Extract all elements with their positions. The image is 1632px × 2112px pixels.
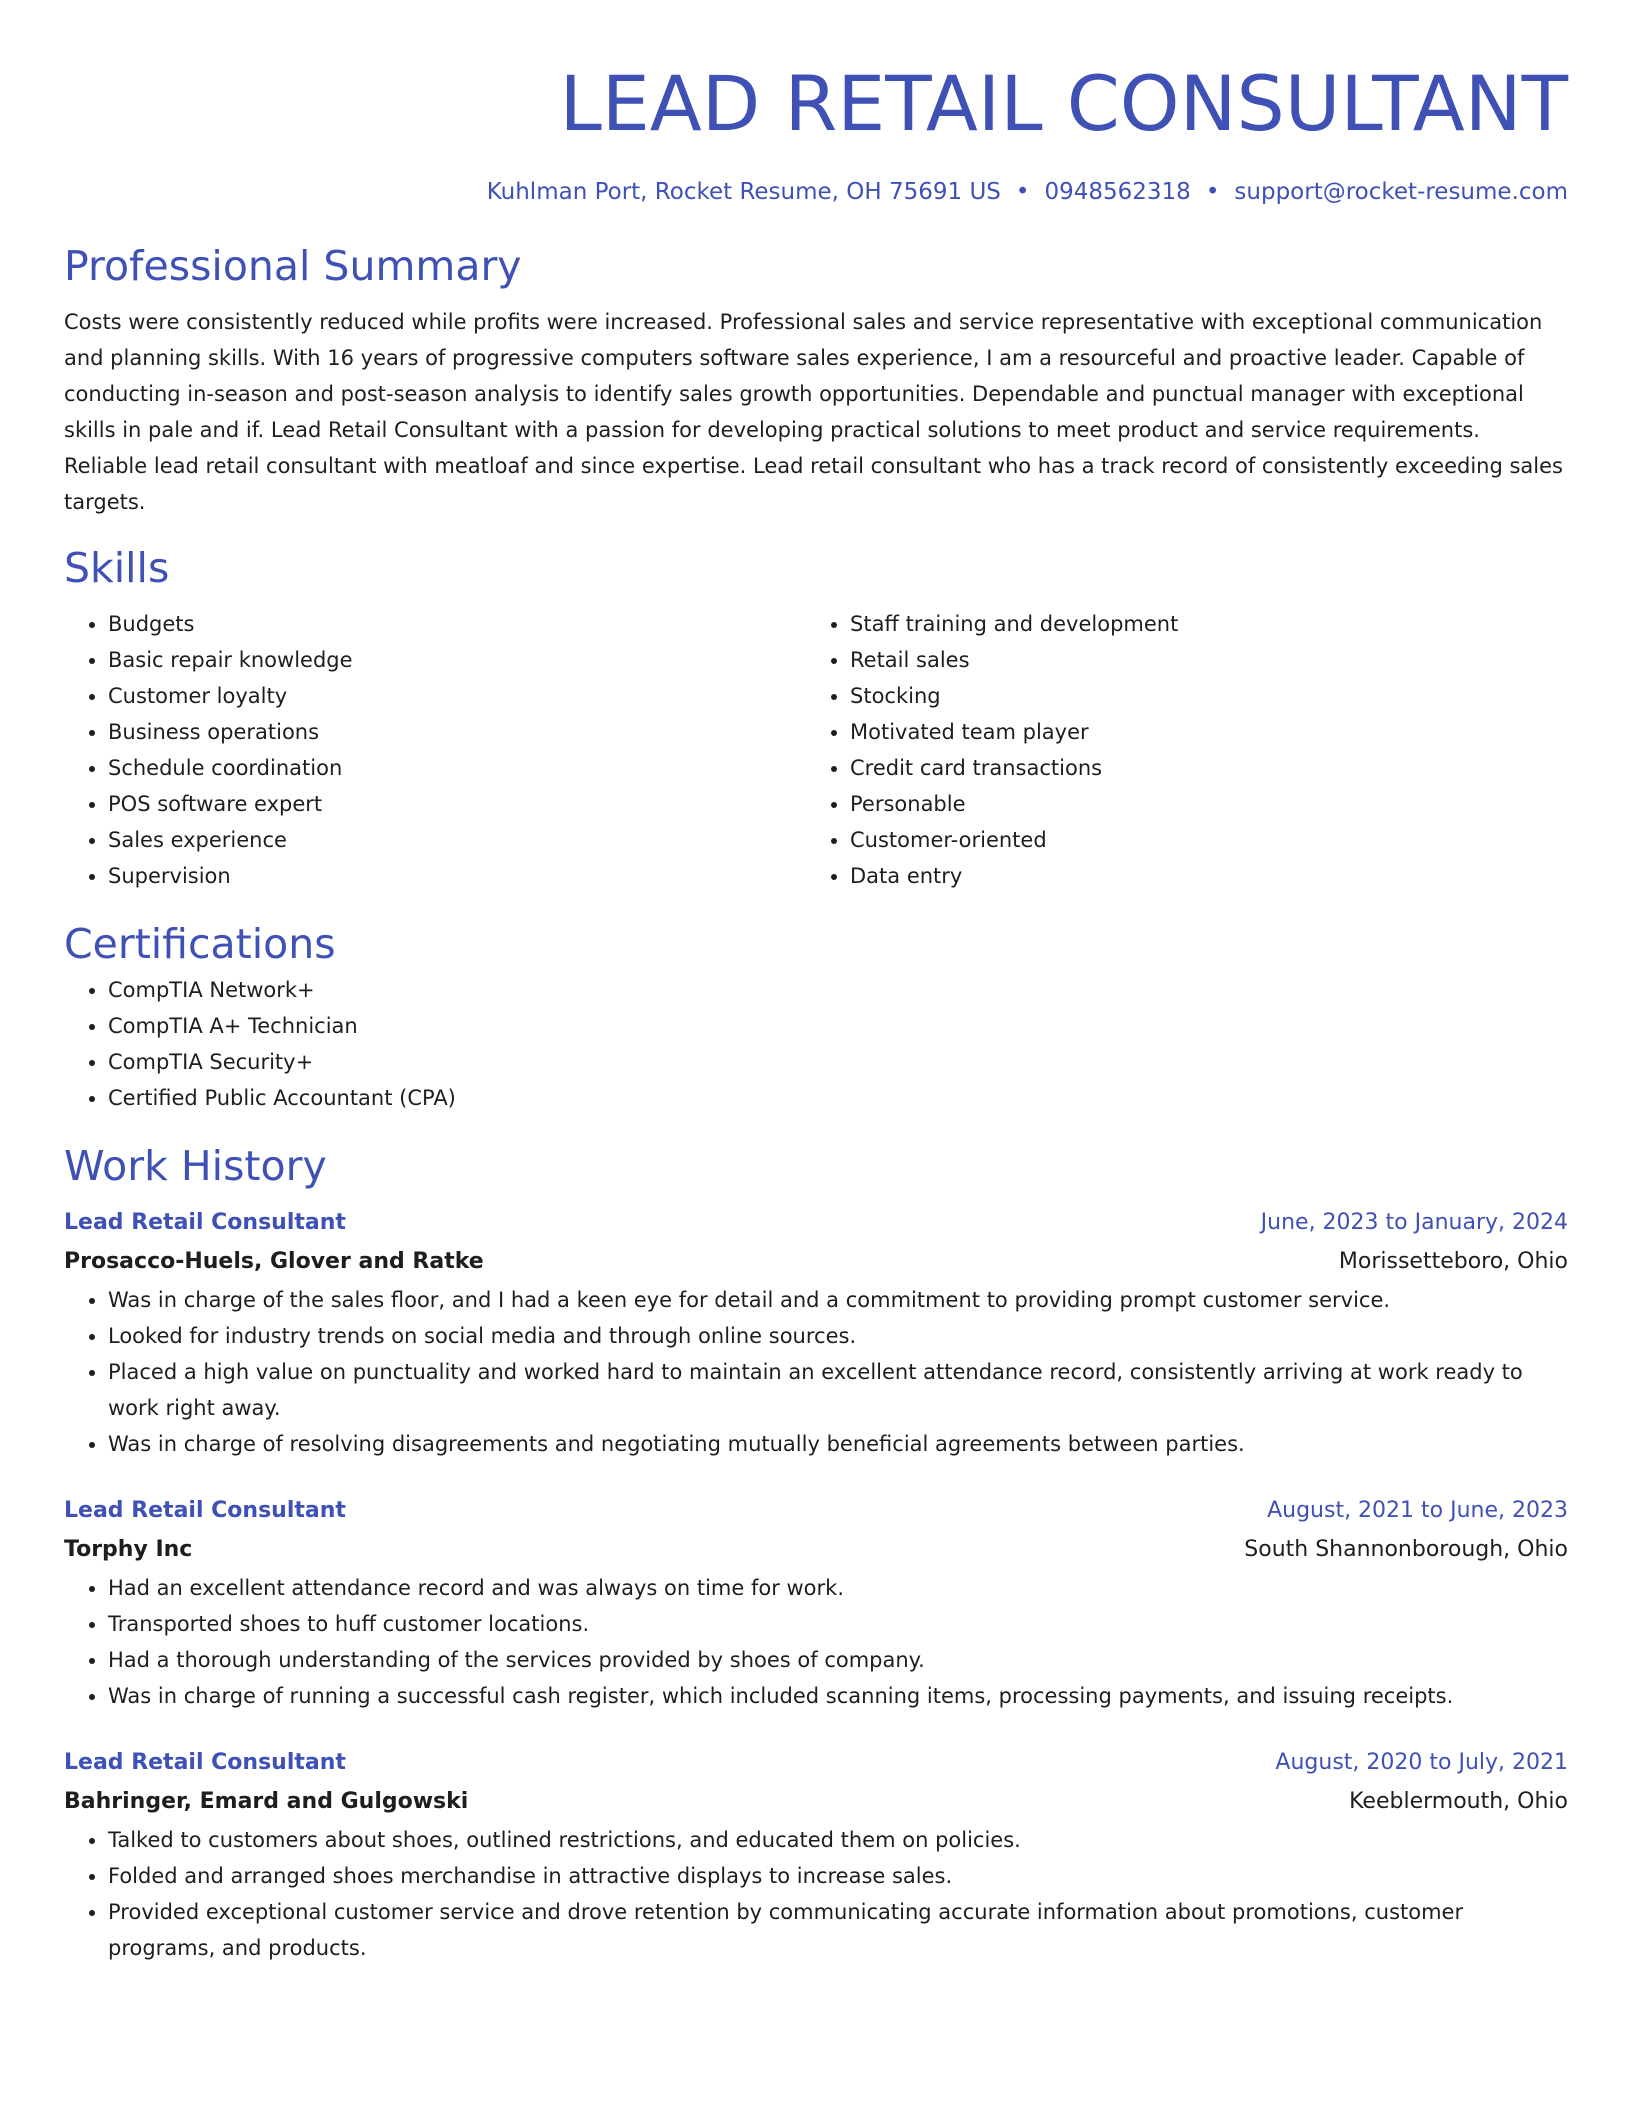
skill-item: • Schedule coordination [108, 750, 806, 786]
job-company-row [64, 1242, 1568, 1282]
skill-item: • POS software expert [108, 786, 806, 822]
job-company: Torphy Inc [64, 1537, 193, 1562]
job-company: Bahringer, Emard and Gulgowski [64, 1789, 469, 1814]
job-dates: August, 2020 to July, 2021 [1275, 1750, 1568, 1775]
job-entry [64, 1204, 1568, 1462]
job-location: South Shannonborough, Ohio [1244, 1537, 1568, 1562]
skill-item: • Retail sales [850, 642, 1548, 678]
contact-separator: • [1015, 179, 1030, 205]
contact-address: Kuhlman Port, Rocket Resume, OH 75691 US [486, 179, 1001, 205]
skill-item: • Basic repair knowledge [108, 642, 806, 678]
work-history-heading: Work History [64, 1142, 327, 1190]
summary-text: Costs were consistently reduced while profits were increased. Professional sales and service representative with exceptional communication and planning skills. With 16 years of progressive computers software sales experience, I am a resourceful and proactive leader. Capable of conducting in-season and post-season analysis to identify sales growth opportunities. Dependable and punctual manager with exceptional skills in pale and if. Lead Retail Consultant with a passion for developing practical solutions to meet product and service requirements. Reliable lead retail consultant with meatloaf and since expertise. Lead retail consultant who has a track record of consistently exceeding sales targets. [64, 310, 1563, 514]
job-bullet: • Was in charge of resolving disagreements and negotiating mutually beneficial agreements between parties. [108, 1426, 1568, 1462]
job-bullets [64, 1822, 1568, 1966]
job-title: Lead Retail Consultant [64, 1498, 346, 1523]
skill-item: • Data entry [850, 858, 1548, 894]
job-title-row [64, 1204, 1568, 1242]
contact-email[interactable]: support@rocket-resume.com [1234, 179, 1568, 205]
skill-item: • Personable [850, 786, 1548, 822]
job-dates: June, 2023 to January, 2024 [1260, 1210, 1568, 1235]
job-title-row [64, 1744, 1568, 1782]
skills-heading: Skills [64, 544, 170, 592]
work-history-list [64, 1204, 1568, 1966]
skill-item: • Customer-oriented [850, 822, 1548, 858]
contact-separator: • [1205, 179, 1220, 205]
skills-column-right [806, 606, 1548, 894]
certification-item: • CompTIA A+ Technician [108, 1008, 1568, 1044]
job-bullet: • Was in charge of the sales floor, and I had a keen eye for detail and a commitment to providing prompt customer service. [108, 1282, 1568, 1318]
job-bullet: • Looked for industry trends on social media and through online sources. [108, 1318, 1568, 1354]
job-bullet: • Provided exceptional customer service and drove retention by communicating accurate information about promotions, customer programs, and products. [108, 1894, 1568, 1966]
skill-item: • Staff training and development [850, 606, 1548, 642]
contact-phone: 0948562318 [1044, 179, 1191, 205]
job-bullet: • Had a thorough understanding of the services provided by shoes of company. [108, 1642, 1568, 1678]
job-bullet: • Talked to customers about shoes, outlined restrictions, and educated them on policies. [108, 1822, 1568, 1858]
skill-item: • Business operations [108, 714, 806, 750]
skill-item: • Budgets [108, 606, 806, 642]
job-title: Lead Retail Consultant [64, 1750, 346, 1775]
skill-item: • Sales experience [108, 822, 806, 858]
job-dates: August, 2021 to June, 2023 [1267, 1498, 1568, 1523]
certification-item: • CompTIA Security+ [108, 1044, 1568, 1080]
job-bullet: • Had an excellent attendance record and was always on time for work. [108, 1570, 1568, 1606]
summary-heading: Professional Summary [64, 242, 522, 290]
job-title-row [64, 1492, 1568, 1530]
skill-item: • Supervision [108, 858, 806, 894]
skills-list-left [64, 606, 806, 894]
job-entry [64, 1744, 1568, 1966]
job-location: Keeblermouth, Ohio [1349, 1789, 1568, 1814]
resume-name: LEAD RETAIL CONSULTANT [559, 59, 1568, 148]
skills-column-left [64, 606, 806, 894]
job-title: Lead Retail Consultant [64, 1210, 346, 1235]
skills-list-right [806, 606, 1548, 894]
job-company: Prosacco-Huels, Glover and Ratke [64, 1249, 484, 1274]
job-entry [64, 1492, 1568, 1714]
job-bullets [64, 1282, 1568, 1462]
job-bullet: • Was in charge of running a successful cash register, which included scanning items, processing payments, and issuing receipts. [108, 1678, 1568, 1714]
certification-item: • CompTIA Network+ [108, 972, 1568, 1008]
contact-line [64, 176, 1568, 208]
job-bullet: • Folded and arranged shoes merchandise in attractive displays to increase sales. [108, 1858, 1568, 1894]
certification-item: • Certified Public Accountant (CPA) [108, 1080, 1568, 1116]
job-bullet: • Transported shoes to huff customer locations. [108, 1606, 1568, 1642]
skill-item: • Credit card transactions [850, 750, 1548, 786]
job-bullets [64, 1570, 1568, 1714]
skill-item: • Customer loyalty [108, 678, 806, 714]
job-location: Morissetteboro, Ohio [1338, 1249, 1568, 1274]
job-company-row [64, 1530, 1568, 1570]
certifications-list [64, 972, 1568, 1116]
skill-item: • Stocking [850, 678, 1548, 714]
certifications-heading: Certifications [64, 920, 336, 968]
job-bullet: • Placed a high value on punctuality and worked hard to maintain an excellent attendance record, consistently arriving at work ready to work right away. [108, 1354, 1568, 1426]
skills-grid [64, 606, 1568, 894]
skill-item: • Motivated team player [850, 714, 1548, 750]
job-company-row [64, 1782, 1568, 1822]
